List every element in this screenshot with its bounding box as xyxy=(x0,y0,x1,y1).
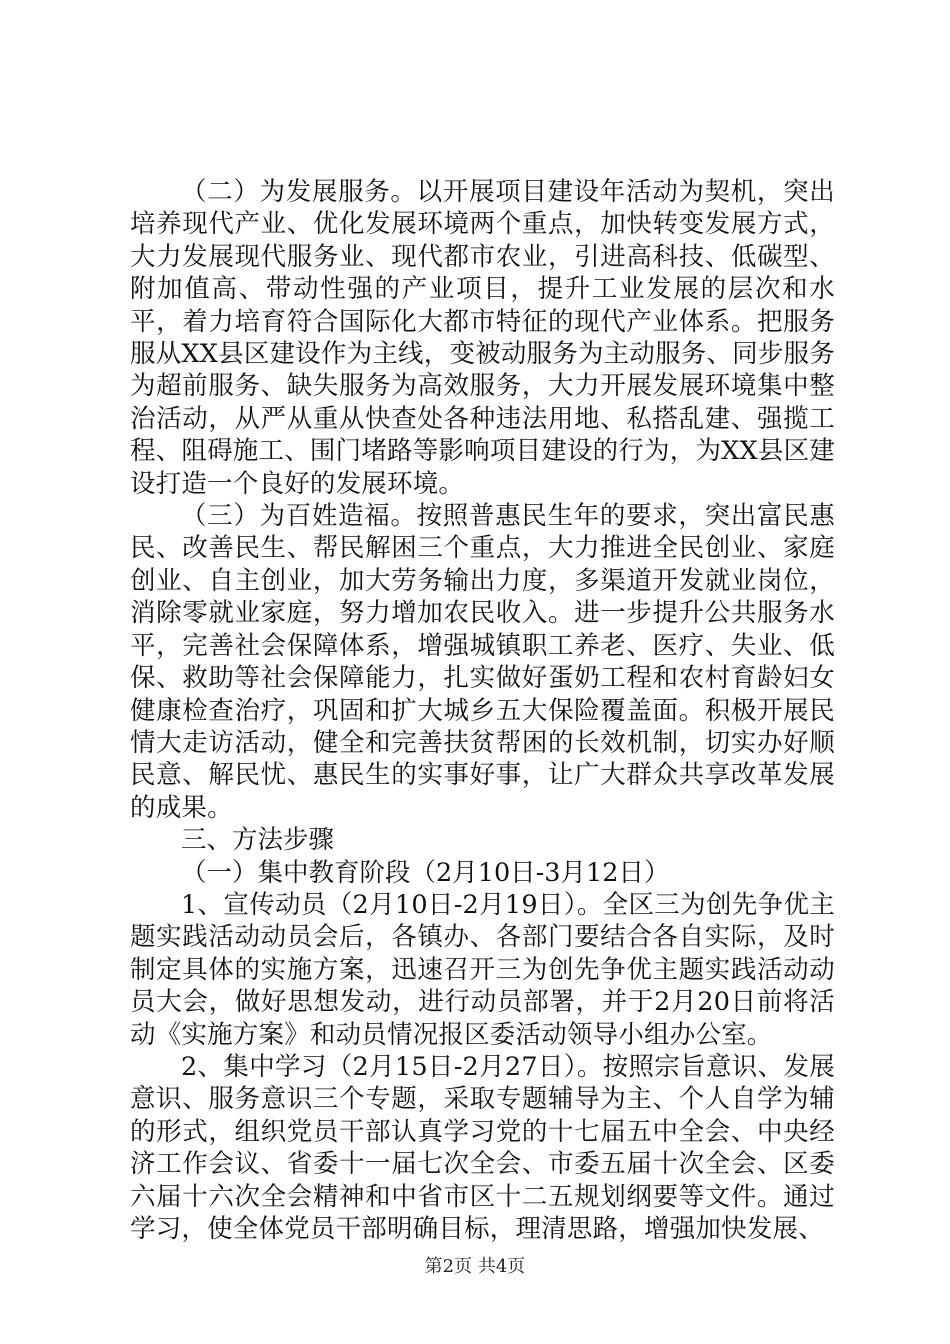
stage-heading: （一）集中教育阶段（2月10日-3月12日） xyxy=(181,857,670,888)
section-heading: 三、方法步骤 xyxy=(181,825,335,856)
paragraph-people-welfare: （三）为百姓造福。按照普惠民生年的要求，突出富民惠民、改善民生、帮民解困三个重点，大力推进全民创业、家庭创业、自主创业，加大劳务输出力度，多渠道开发就业岗位，消除零就业家庭，努力增加农民收入。进一步提升公共服务水平，完善社会保障体系，增强城镇职工养老、医疗、失业、低保、救助等社会保障能力，扎实做好蛋奶工程和农村育龄妇女健康检查治疗，巩固和扩大城乡五大保险覆盖面。积极开展民情大走访活动，健全和完善扶贫帮困的长效机制，切实办好顺民意、解民忧、惠民生的实事好事，让广大群众共享改革发展的成果。 xyxy=(130,501,835,823)
page-number-footer: 第2页 共4页 xyxy=(424,1256,526,1277)
step-centralized-study: 2、集中学习（2月15日-2月27日）。按照宗旨意识、发展意识、服务意识三个专题，采取专题辅导为主、个人自学为辅的形式，组织党员干部认真学习党的十七届五中全会、中央经济工作会议、省委十一届七次全会、市委五届十次全会、区委六届十六次全会精神和中省市区十二五规划纲要等文件。通过学习，使全体党员干部明确目标，理清思路，增强加快发展、 xyxy=(130,1051,835,1244)
document-body xyxy=(130,176,835,1245)
paragraph-development-service: （二）为发展服务。以开展项目建设年活动为契机，突出培养现代产业、优化发展环境两个重点，加快转变发展方式，大力发展现代服务业、现代都市农业，引进高科技、低碳型、附加值高、带动性强的产业项目，提升工业发展的层次和水平，着力培育符合国际化大都市特征的现代产业体系。把服务服从XX县区建设作为主线，变被动服务为主动服务、同步服务为超前服务、缺失服务为高效服务，大力开展发展环境集中整治活动，从严从重从快查处各种违法用地、私搭乱建、强揽工程、阻碍施工、围门堵路等影响项目建设的行为，为XX县区建设打造一个良好的发展环境。 xyxy=(130,177,835,499)
step-publicity-mobilization: 1、宣传动员（2月10日-2月19日）。全区三为创先争优主题实践活动动员会后，各镇办、各部门要结合各自实际，及时制定具体的实施方案，迅速召开三为创先争优主题实践活动动员大会，做好思想发动，进行动员部署，并于2月20日前将活动《实施方案》和动员情况报区委活动领导小组办公室。 xyxy=(130,889,835,1050)
